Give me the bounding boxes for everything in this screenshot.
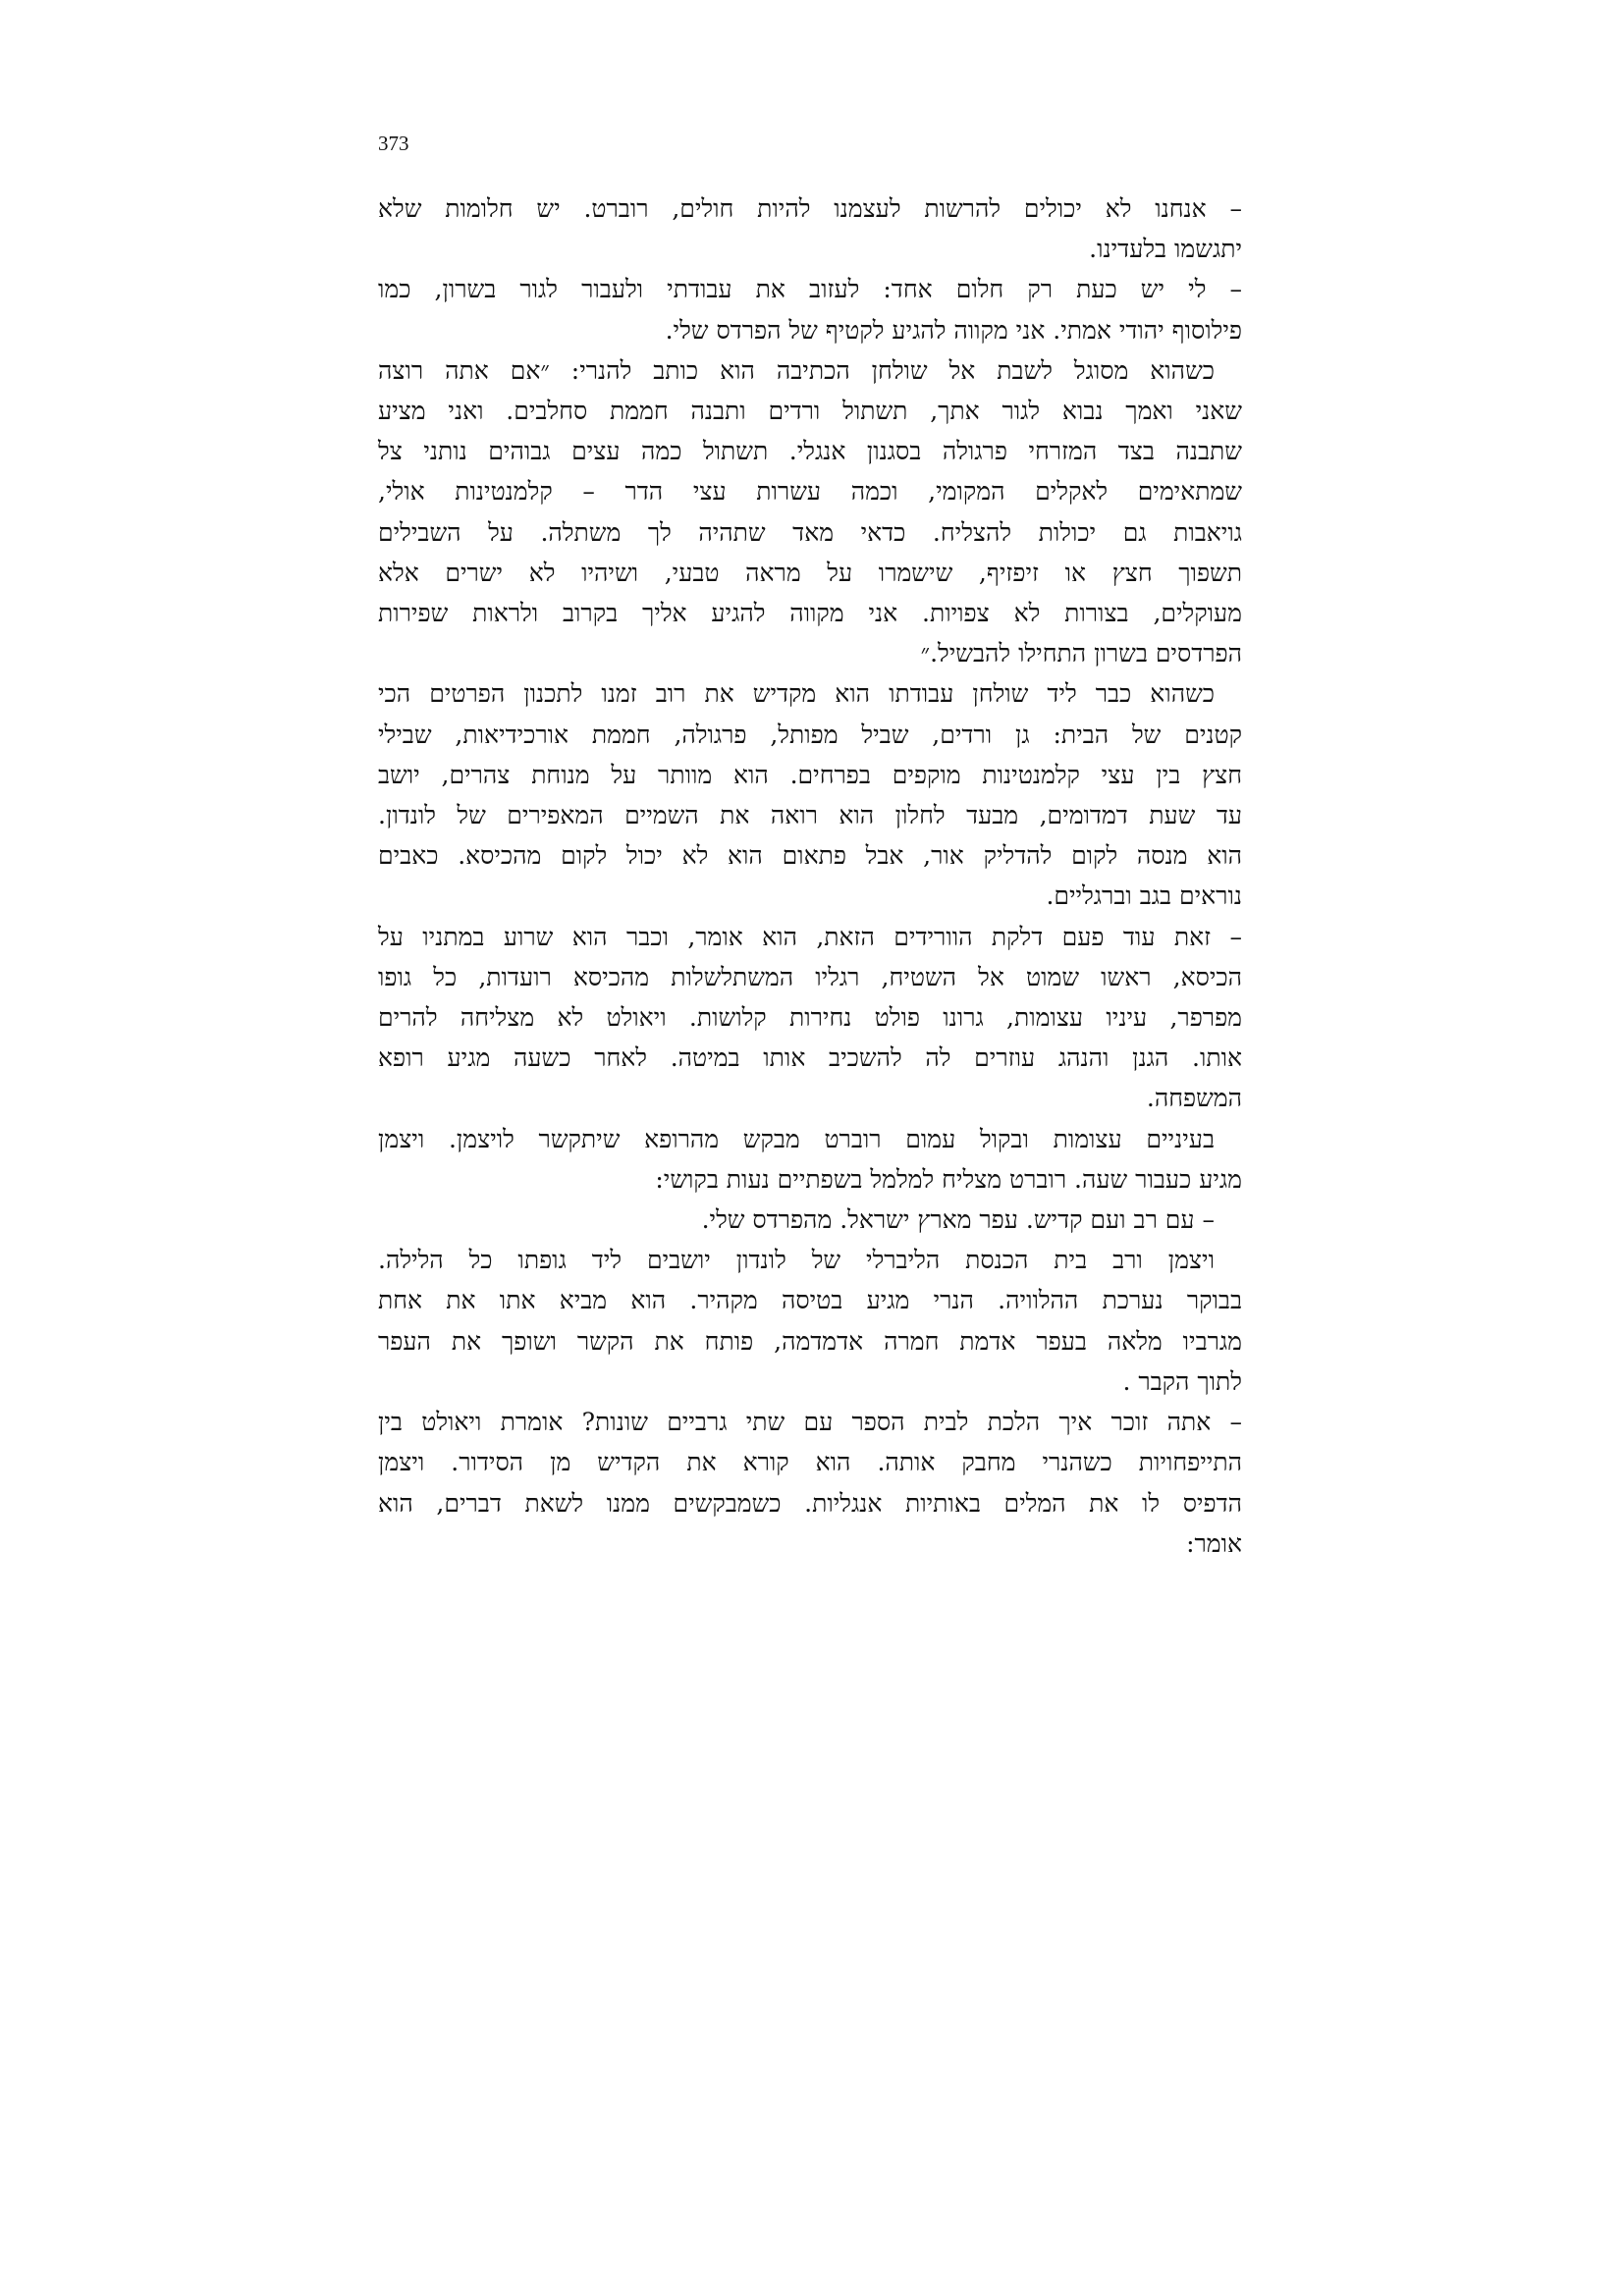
text-line: אותו. הגנן והנהג עוזרים לה להשכיב אותו במיטה. לאחר כשעה מגיע רופא — [378, 1043, 1242, 1073]
text-line: יתגשמו בלעדינו. — [1089, 235, 1242, 264]
text-line: שמתאימים לאקלים המקומי, וכמה עשרות עצי הדר – קלמנטינות אולי, — [378, 477, 1242, 507]
text-line: הכיסא, ראשו שמוט אל השטיח, רגליו המשתלשלות מהכיסא רועדות, כל גופו — [378, 962, 1242, 991]
text-line: הפרדסים בשרון התחילו להבשיל.״ — [920, 639, 1242, 668]
text-line: המשפחה. — [1146, 1084, 1242, 1113]
text-line: כשהוא מסוגל לשבת אל שולחן הכתיבה הוא כותב להנרי: ״אם אתה רוצה — [378, 355, 1215, 385]
text-line: ויצמן ורב בית הכנסת הליברלי של לונדון יושבים ליד גופתו כל הלילה. — [378, 1246, 1215, 1275]
text-line: בבוקר נערכת ההלוויה. הנרי מגיע בטיסה מקהיר. הוא מביא אתו את אחת — [378, 1286, 1242, 1315]
body-text — [378, 188, 1242, 1564]
text-line: מעוקלים, בצורות לא צפויות. אני מקווה להגיע אליך בקרוב ולראות שפירות — [378, 599, 1242, 628]
text-line: נוראים בגב וברגליים. — [1046, 881, 1242, 911]
paragraph-7 — [378, 1200, 1242, 1240]
text-line: בעיניים עצומות ובקול עמום רוברט מבקש מהרופא שיתקשר לויצמן. ויצמן — [378, 1124, 1215, 1153]
text-line: כשהוא כבר ליד שולחן עבודתו הוא מקדיש את רוב זמנו לתכנון הפרטים הכי — [378, 679, 1215, 709]
text-line: – לי יש כעת רק חלום אחד: לעזוב את עבודתי ולעבור לגור בשרון, כמו — [378, 275, 1242, 304]
text-line: אומר: — [1186, 1528, 1242, 1558]
paragraph-6 — [378, 1119, 1242, 1200]
paragraph-1 — [378, 188, 1242, 269]
text-line: מגרביו מלאה בעפר אדמת חמרה אדמדמה, פותח את הקשר ושופך את העפר — [378, 1326, 1242, 1356]
text-line: – אתה זוכר איך הלכת לבית הספר עם שתי גרביים שונות? אומרת ויאולט בין — [378, 1408, 1242, 1437]
text-line: לתוך הקבר . — [1122, 1366, 1242, 1396]
text-line: שתבנה בצד המזרחי פרגולה בסגנון אנגלי. תשתול כמה עצים גבוהים נותני צל — [378, 437, 1242, 466]
text-line: הוא מנסה לקום להדליק אור, אבל פתאום הוא לא יכול לקום מהכיסא. כאבים — [378, 841, 1242, 871]
text-line: מגיע כעבור שעה. רוברט מצליח למלמל בשפתיים נעות בקושי: — [655, 1164, 1242, 1194]
text-line: – אנחנו לא יכולים להרשות לעצמנו להיות חולים, רוברט. יש חלומות שלא — [378, 194, 1242, 223]
text-line: גויאבות גם יכולות להצליח. כדאי מאד שתהיה לך משתלה. על השבילים — [378, 517, 1242, 547]
text-line: שאני ואמך נבוא לגור אתך, תשתול ורדים ותבנה חממת סחלבים. ואני מציע — [378, 397, 1242, 426]
paragraph-9 — [378, 1402, 1242, 1564]
page-number: 373 — [378, 132, 409, 155]
text-line: הדפיס לו את המלים באותיות אנגליות. כשמבקשים ממנו לשאת דברים, הוא — [378, 1488, 1242, 1518]
text-line: קטנים של הבית: גן ורדים, שביל מפותל, פרגולה, חממת אורכידיאות, שבילי — [378, 720, 1242, 749]
text-line: – זאת עוד פעם דלקת הוורידים הזאת, הוא אומר, וכבר הוא שרוע במתניו על — [378, 922, 1242, 951]
text-line: מפרפר, עיניו עצומות, גרונו פולט נחירות קלושות. ויאולט לא מצליחה להרים — [378, 1003, 1242, 1033]
paragraph-3 — [378, 350, 1242, 674]
text-line: חצץ בין עצי קלמנטינות מוקפים בפרחים. הוא מוותר על מנוחת צהרים, יושב — [378, 760, 1242, 789]
paragraph-5 — [378, 917, 1242, 1119]
text-line: תשפוך חצץ או זיפזיף, שישמרו על מראה טבעי, ושיהיו לא ישרים אלא — [378, 558, 1242, 587]
paragraph-2 — [378, 269, 1242, 349]
text-line: פילוסוף יהודי אמתי. אני מקווה להגיע לקטיף של הפרדס שלי. — [665, 315, 1242, 345]
text-line: עד שעת דמדומים, מבעד לחלון הוא רואה את השמיים המאפירים של לונדון. — [378, 801, 1242, 830]
paragraph-4 — [378, 673, 1242, 916]
paragraph-8 — [378, 1240, 1242, 1402]
text-line: התייפחויות כשהנרי מחבק אותה. הוא קורא את הקדיש מן הסידור. ויצמן — [378, 1448, 1242, 1477]
text-line: – עם רב ועם קדיש. עפר מארץ ישראל. מהפרדס שלי. — [701, 1205, 1215, 1235]
